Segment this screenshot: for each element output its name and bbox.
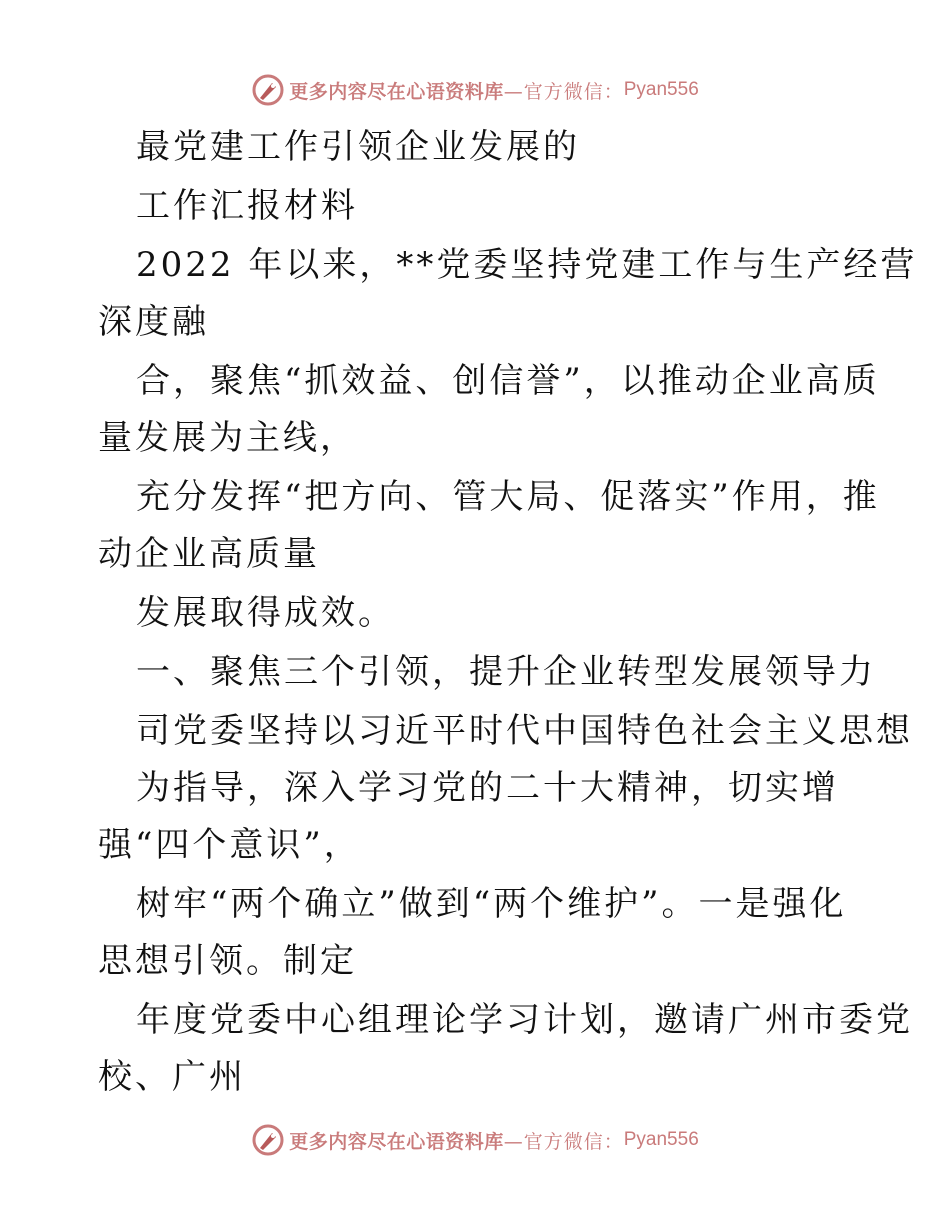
doc-paragraph-line: 合，聚焦“抓效益、创信誉”，以推动企业高质 [136,361,880,401]
doc-paragraph-line: 司党委坚持以习近平时代中国特色社会主义思想 [136,711,913,751]
footer-watermark [0,1120,950,1160]
watermark-wechat-label: —官方微信： [503,80,624,103]
doc-paragraph-line: 发展取得成效。 [136,593,395,633]
doc-paragraph-line: 强“四个意识”， [98,825,361,865]
watermark-text: 更多内容尽在心语资料库 [289,80,504,103]
doc-paragraph-line: 为指导，深入学习党的二十大精神，切实增 [136,768,839,808]
doc-paragraph-line: 2022 年以来，**党委坚持党建工作与生产经营 [136,245,918,285]
doc-section-heading: 一、聚焦三个引领，提升企业转型发展领导力 [136,652,876,692]
doc-title-line-2: 工作汇报材料 [136,186,358,226]
watermark-wechat-label: —官方微信： [503,1130,624,1153]
doc-paragraph-line: 校、广州 [98,1057,246,1097]
pen-nib-logo-icon [251,73,285,107]
doc-paragraph-line: 量发展为主线， [98,418,357,458]
doc-paragraph-line: 树牢“两个确立”做到“两个维护”。一是强化 [136,884,847,924]
doc-paragraph-line: 充分发挥“把方向、管大局、促落实”作用，推 [136,477,880,517]
pen-nib-logo-icon [251,1123,285,1157]
doc-paragraph-line: 深度融 [98,302,209,342]
doc-paragraph-line: 思想引领。制定 [98,941,357,981]
doc-title-line-1: 最党建工作引领企业发展的 [136,127,580,167]
doc-paragraph-line: 年度党委中心组理论学习计划，邀请广州市委党 [136,1000,913,1040]
header-watermark [0,70,950,110]
watermark-wechat-id: Pyan556 [623,79,699,100]
watermark-text: 更多内容尽在心语资料库 [289,1130,504,1153]
doc-paragraph-line: 动企业高质量 [98,534,320,574]
watermark-wechat-id: Pyan556 [623,1129,699,1150]
